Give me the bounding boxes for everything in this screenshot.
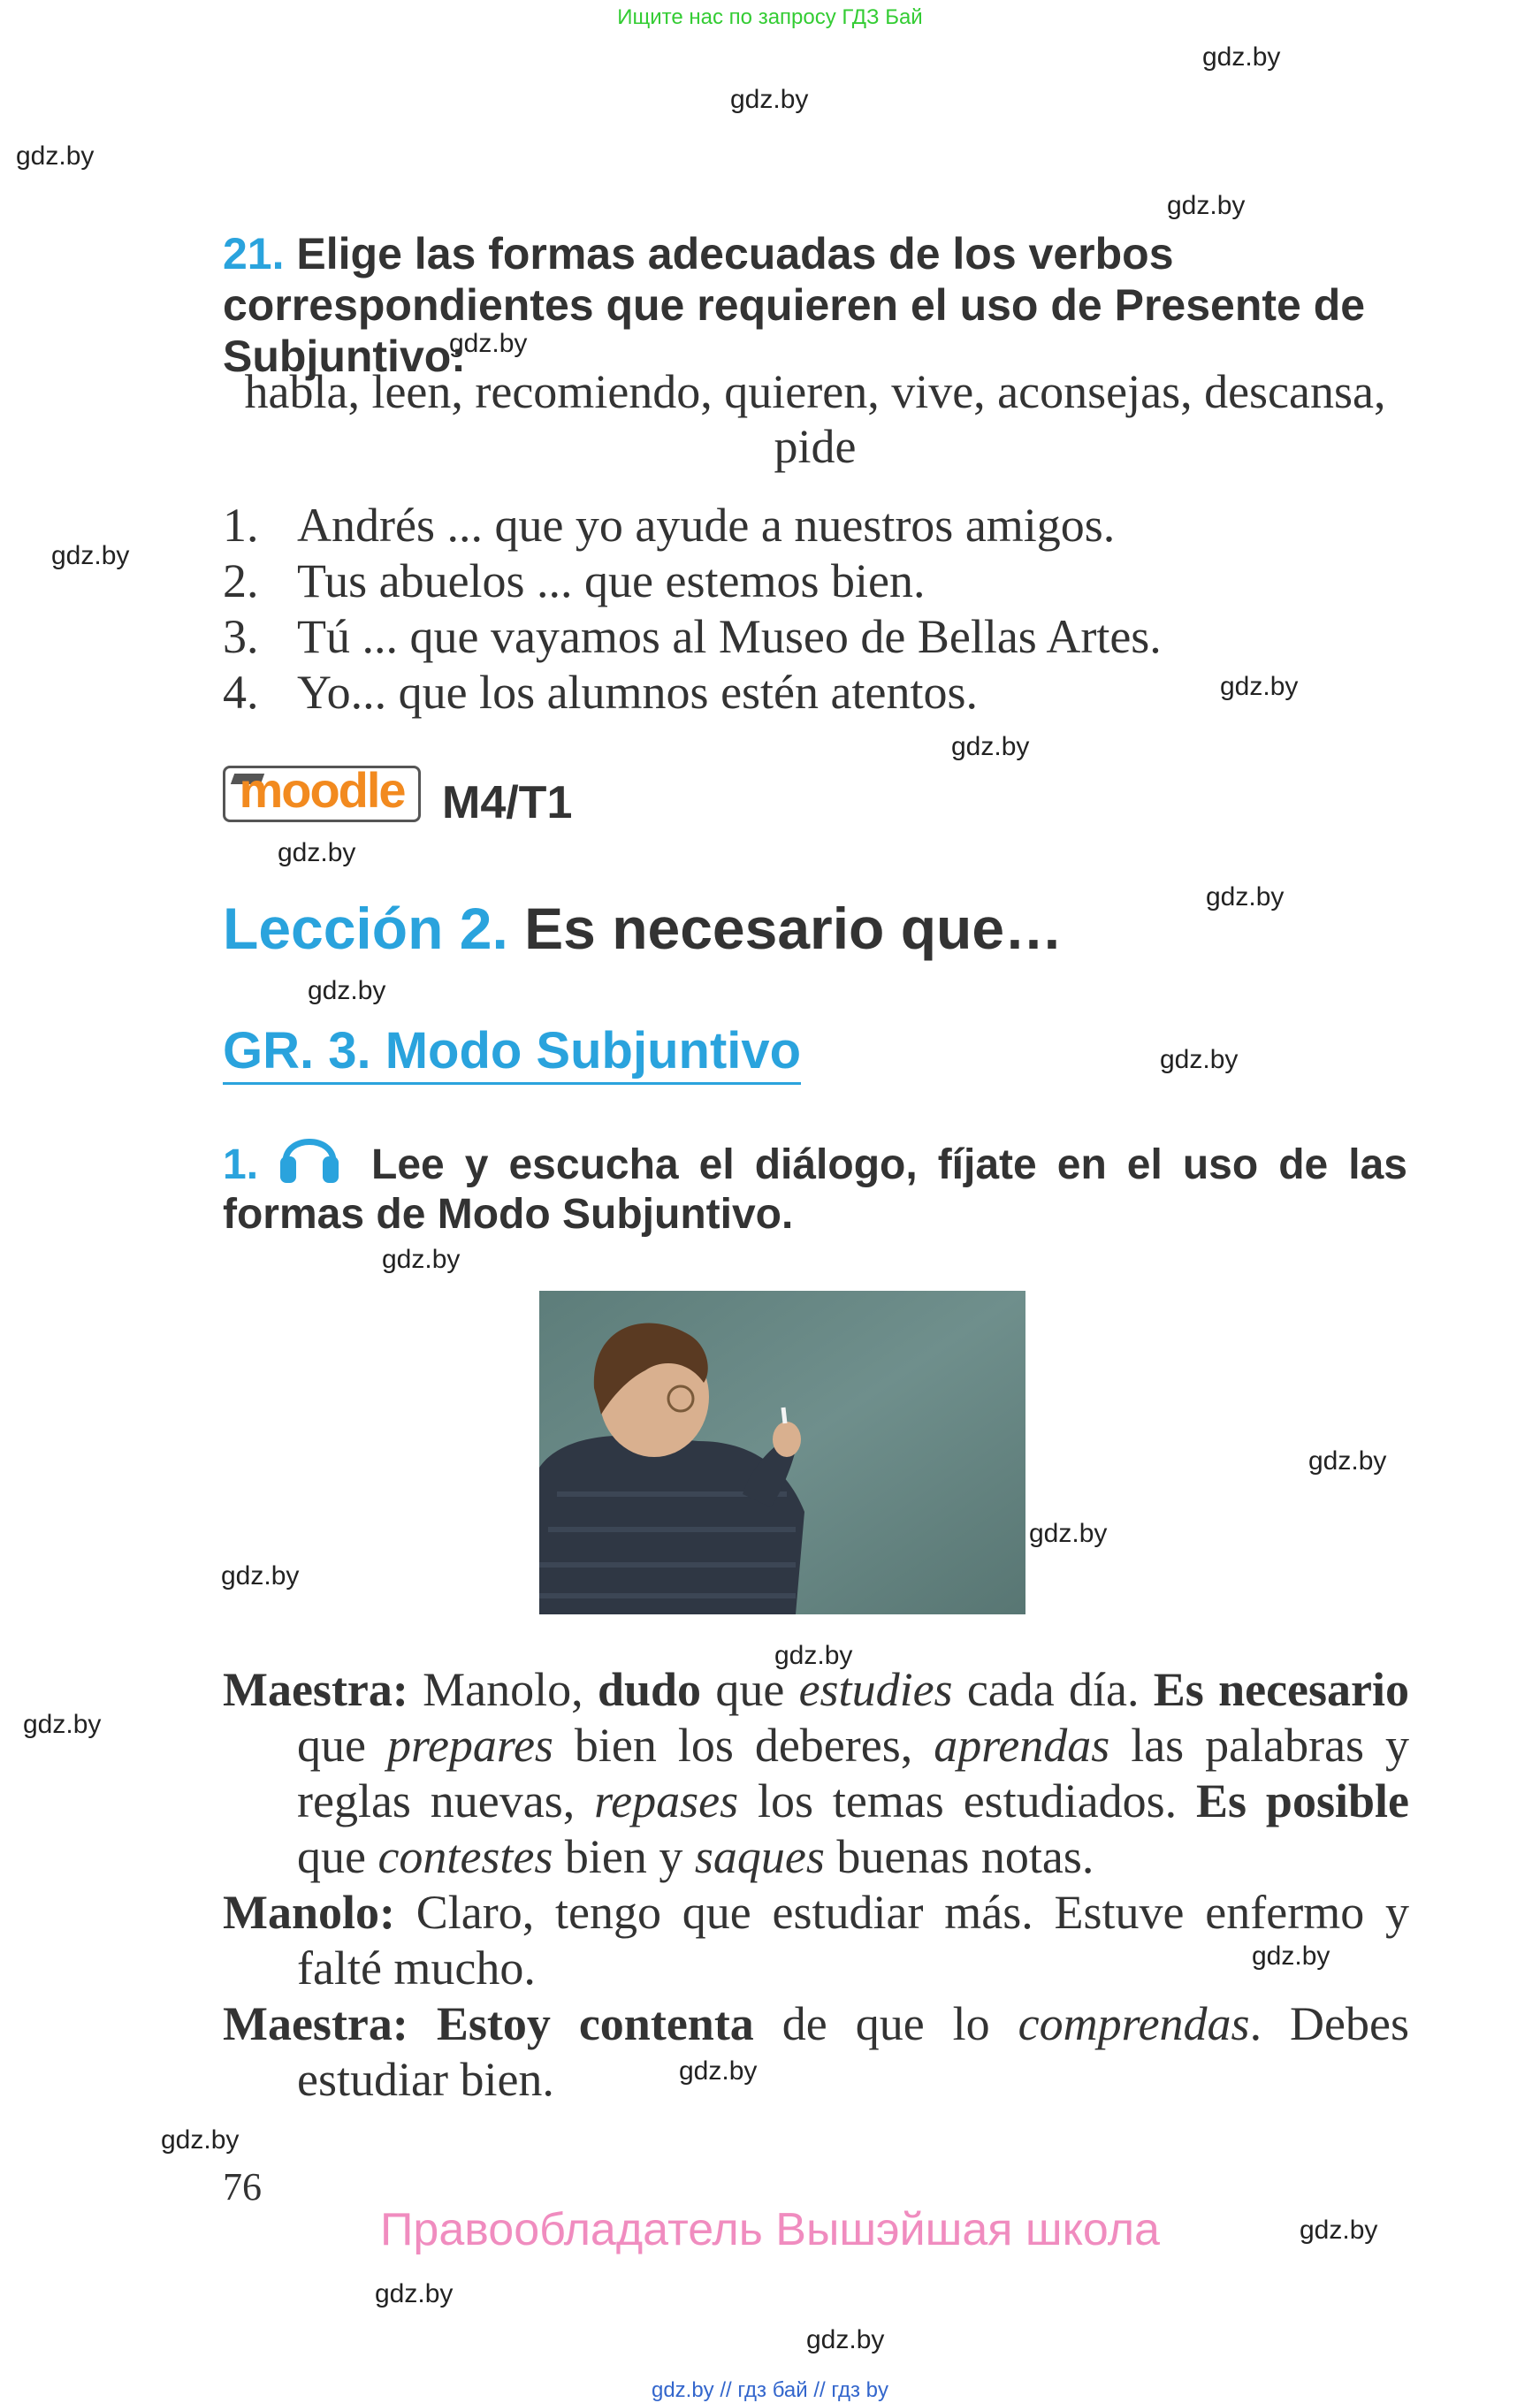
- dialogue-line: [223, 1662, 1409, 1885]
- dialogue-text: [408, 1997, 437, 2050]
- dialogue-text: aprendas: [934, 1719, 1110, 1772]
- watermark: gdz.by: [449, 329, 528, 358]
- dialogue-text: bien los deberes,: [553, 1719, 934, 1772]
- footer-links: gdz.by // гдз бай // гдз by: [651, 2378, 889, 2402]
- watermark: gdz.by: [16, 141, 95, 171]
- dialogue-text: Manolo,: [408, 1663, 598, 1716]
- watermark: gdz.by: [1252, 1941, 1330, 1971]
- dialogue-text: Claro, tengo que estudiar más. Estuve enfermo y falté mucho.: [297, 1886, 1409, 1995]
- list-item: 4. Yo... que los alumnos estén atentos.: [223, 666, 978, 719]
- watermark: gdz.by: [221, 1561, 300, 1591]
- list-item: 2. Tus abuelos ... que estemos bien.: [223, 554, 926, 607]
- dialogue-text: repases: [594, 1774, 739, 1827]
- page-number: 76: [223, 2165, 262, 2208]
- lesson-label: Lección 2.: [223, 896, 508, 961]
- boy-at-blackboard-photo: [539, 1291, 1025, 1614]
- dialogue-text: Es posible: [1196, 1774, 1409, 1827]
- dialogue-text: saques: [694, 1830, 825, 1883]
- dialogue-text: Es necesario: [1153, 1663, 1410, 1716]
- watermark: gdz.by: [308, 976, 386, 1005]
- dialogue-text: estudies: [798, 1663, 953, 1716]
- watermark: gdz.by: [1308, 1446, 1387, 1476]
- watermark: gdz.by: [1202, 42, 1281, 72]
- watermark: gdz.by: [382, 1245, 461, 1274]
- watermark: gdz.by: [679, 2056, 758, 2086]
- list-item: 3. Tú ... que vayamos al Museo de Bellas Artes.: [223, 610, 1162, 663]
- lesson-title: [223, 895, 1063, 962]
- dialogue-text: . Debes estudiar bien.: [297, 1997, 1409, 2106]
- exercise-21-heading: [223, 228, 1407, 382]
- exercise-number: 21.: [223, 229, 285, 278]
- moodle-logo-text: moodle: [239, 762, 405, 818]
- lesson-heading: Es necesario que…: [524, 896, 1064, 961]
- dialogue-text: Estoy contenta: [436, 1997, 754, 2050]
- dialogue-text: que: [297, 1830, 378, 1883]
- list-item: 1. Andrés ... que yo ayude a nuestros amigos.: [223, 499, 1116, 552]
- watermark: gdz.by: [1300, 2216, 1378, 2245]
- exercise-number: 1.: [223, 1141, 259, 1188]
- dialogue-text: de que lo: [753, 1997, 1018, 2050]
- dialogue-text: dudo: [597, 1663, 702, 1716]
- dialogue-text: prepares: [386, 1719, 553, 1772]
- moodle-code: M4/T1: [442, 777, 573, 828]
- dialogue-text: contestes: [377, 1830, 553, 1883]
- dialogue-text: cada día.: [952, 1663, 1154, 1716]
- watermark: gdz.by: [1167, 191, 1246, 220]
- moodle-logo: [223, 762, 421, 822]
- watermark: gdz.by: [23, 1710, 102, 1739]
- exercise-heading-text: Elige las formas adecuadas de los verbos correspondientes que requieren el uso de Presente de Subjuntivo:: [223, 229, 1366, 381]
- watermark: gdz.by: [806, 2325, 885, 2354]
- watermark: gdz.by: [51, 541, 130, 570]
- watermark: gdz.by: [1220, 672, 1299, 701]
- dialogue: [223, 1662, 1409, 2108]
- watermark: gdz.by: [951, 732, 1030, 761]
- watermark: gdz.by: [774, 1641, 853, 1670]
- dialogue-line: [223, 1885, 1409, 1996]
- dialogue-text: buenas notas.: [824, 1830, 1094, 1883]
- dialogue-text: bien y: [553, 1830, 695, 1883]
- dialogue-text: que: [297, 1719, 387, 1772]
- dialogue-text: comprendas: [1018, 1997, 1250, 2050]
- speaker-name: Maestra:: [223, 1997, 408, 2050]
- speaker-name: Maestra:: [223, 1663, 408, 1716]
- dialogue-text: las palabras y reglas nuevas,: [297, 1719, 1410, 1827]
- watermark: gdz.by: [1206, 882, 1285, 912]
- watermark: gdz.by: [375, 2279, 454, 2308]
- exercise-21-list: [223, 498, 1425, 721]
- verb-word-bank: habla, leen, recomiendo, quieren, vive, aconsejas, descansa, pide: [244, 365, 1386, 473]
- watermark: gdz.by: [278, 838, 356, 867]
- headphones-icon: [278, 1123, 340, 1186]
- watermark: gdz.by: [730, 85, 809, 114]
- speaker-name: Manolo:: [223, 1886, 395, 1939]
- exercise-1-heading: 1. Lee y escucha el diálogo, fíjate en el uso de las: [223, 1141, 1407, 1188]
- exercise-1-heading-line2: formas de Modo Subjuntivo.: [223, 1191, 794, 1238]
- top-banner: Ищите нас по запросу ГДЗ Бай: [617, 5, 923, 29]
- dialogue-text: que: [701, 1663, 799, 1716]
- copyright-notice: Правообладатель Вышэйшая школа: [380, 2204, 1160, 2255]
- watermark: gdz.by: [1160, 1045, 1239, 1074]
- watermark: gdz.by: [1029, 1519, 1108, 1548]
- dialogue-text: los temas estudiados.: [738, 1774, 1197, 1827]
- grammar-section-title: GR. 3. Modo Subjuntivo: [223, 1021, 801, 1085]
- watermark: gdz.by: [161, 2125, 240, 2155]
- dialogue-line: [223, 1996, 1409, 2108]
